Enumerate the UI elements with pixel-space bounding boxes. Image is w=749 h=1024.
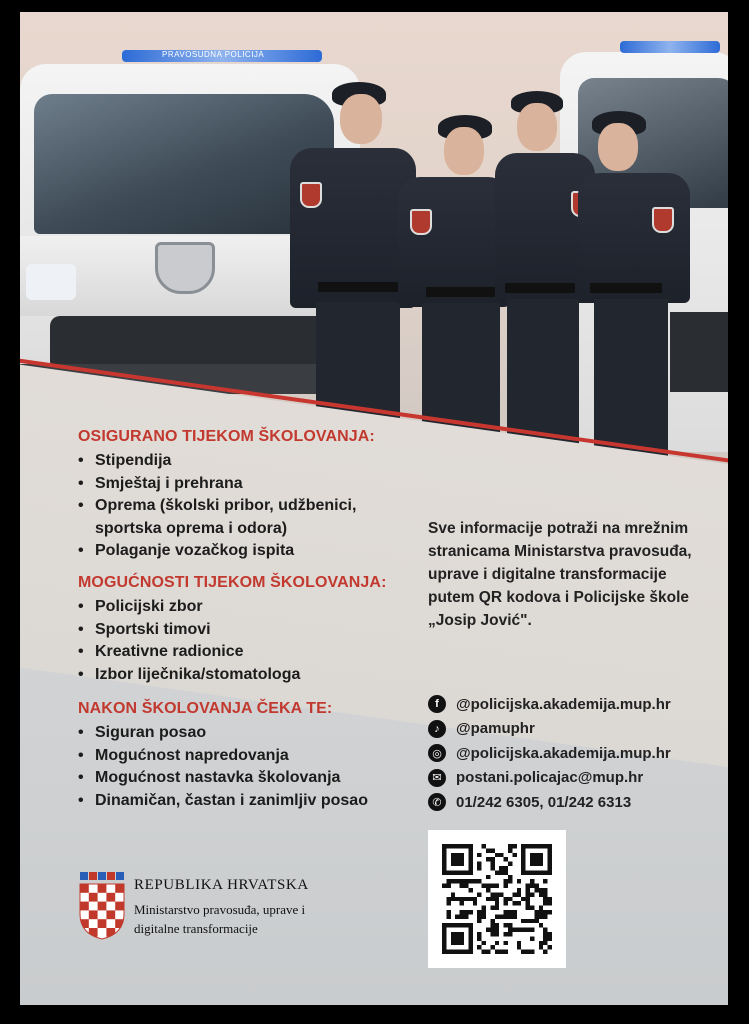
qr-code[interactable] [428,830,566,968]
list-item: • Polaganje vozačkog ispita [78,540,375,563]
contact-facebook[interactable] [428,692,728,717]
list-item: • Kreativne radionice [78,641,387,664]
list-item: • Policijski zbor [78,596,387,619]
list-item: • Stipendija [78,450,375,473]
email-icon: ✉ [428,769,446,787]
croatian-coat-of-arms-icon [77,872,127,940]
contact-text[interactable]: @pamuphr [456,720,535,738]
lightbar-text: PRAVOSUDNA POLICIJA [162,50,265,59]
lightbar-right [620,41,720,53]
section-title: OSIGURANO TIJEKOM ŠKOLOVANJA: [78,428,375,445]
tiktok-icon: ♪ [428,720,446,738]
poster [20,12,728,1005]
phone-icon: ✆ [428,793,446,811]
section-after-school [78,700,368,812]
government-title: REPUBLIKA HRVATSKA [134,877,309,893]
instagram-icon: ◎ [428,744,446,762]
list-item: • Dinamičan, častan i zanimljiv posao [78,790,368,813]
van-crest-icon [155,242,215,294]
list-item: • Mogućnost napredovanja [78,745,368,768]
officer-4 [576,107,696,482]
contact-text[interactable]: @policijska.akademija.mup.hr [456,744,671,762]
list-item: • Oprema (školski pribor, udžbenici, [78,495,375,518]
contact-instagram[interactable] [428,741,728,766]
section-secured [78,428,375,563]
list-item-continuation: sportska oprema i odora) [95,519,288,537]
facebook-icon: f [428,695,446,713]
benefit-list [78,450,375,563]
list-item: • Sportski timovi [78,619,387,642]
career-list [78,722,368,812]
contact-phone[interactable] [428,790,728,815]
qr-code-icon [442,844,552,954]
contact-text[interactable]: @policijska.akademija.mup.hr [456,695,671,713]
contact-tiktok[interactable] [428,717,728,742]
info-text: Sve informacije potraži na mrežnim stranicama Ministarstva pravosuđa, uprave i digitalne transformacije putem QR kodova i Policijske škole „Josip Jović". [428,520,692,629]
section-opportunities [78,574,387,686]
contact-email[interactable] [428,766,728,791]
list-item: • Mogućnost nastavka školovanja [78,767,368,790]
ministry-name: Ministarstvo pravosuđa, uprave i digitalne transformacije [134,902,306,936]
opportunity-list [78,596,387,686]
list-item: • Izbor liječnika/stomatologa [78,664,387,687]
contact-list [428,692,728,815]
list-item: • Siguran posao [78,722,368,745]
section-title: MOGUĆNOSTI TIJEKOM ŠKOLOVANJA: [78,574,387,591]
list-item: • Smještaj i prehrana [78,473,375,496]
contact-text[interactable]: postani.policajac@mup.hr [456,769,644,787]
section-title: NAKON ŠKOLOVANJA ČEKA TE: [78,700,333,717]
contact-text[interactable]: 01/242 6305, 01/242 6313 [456,793,632,811]
